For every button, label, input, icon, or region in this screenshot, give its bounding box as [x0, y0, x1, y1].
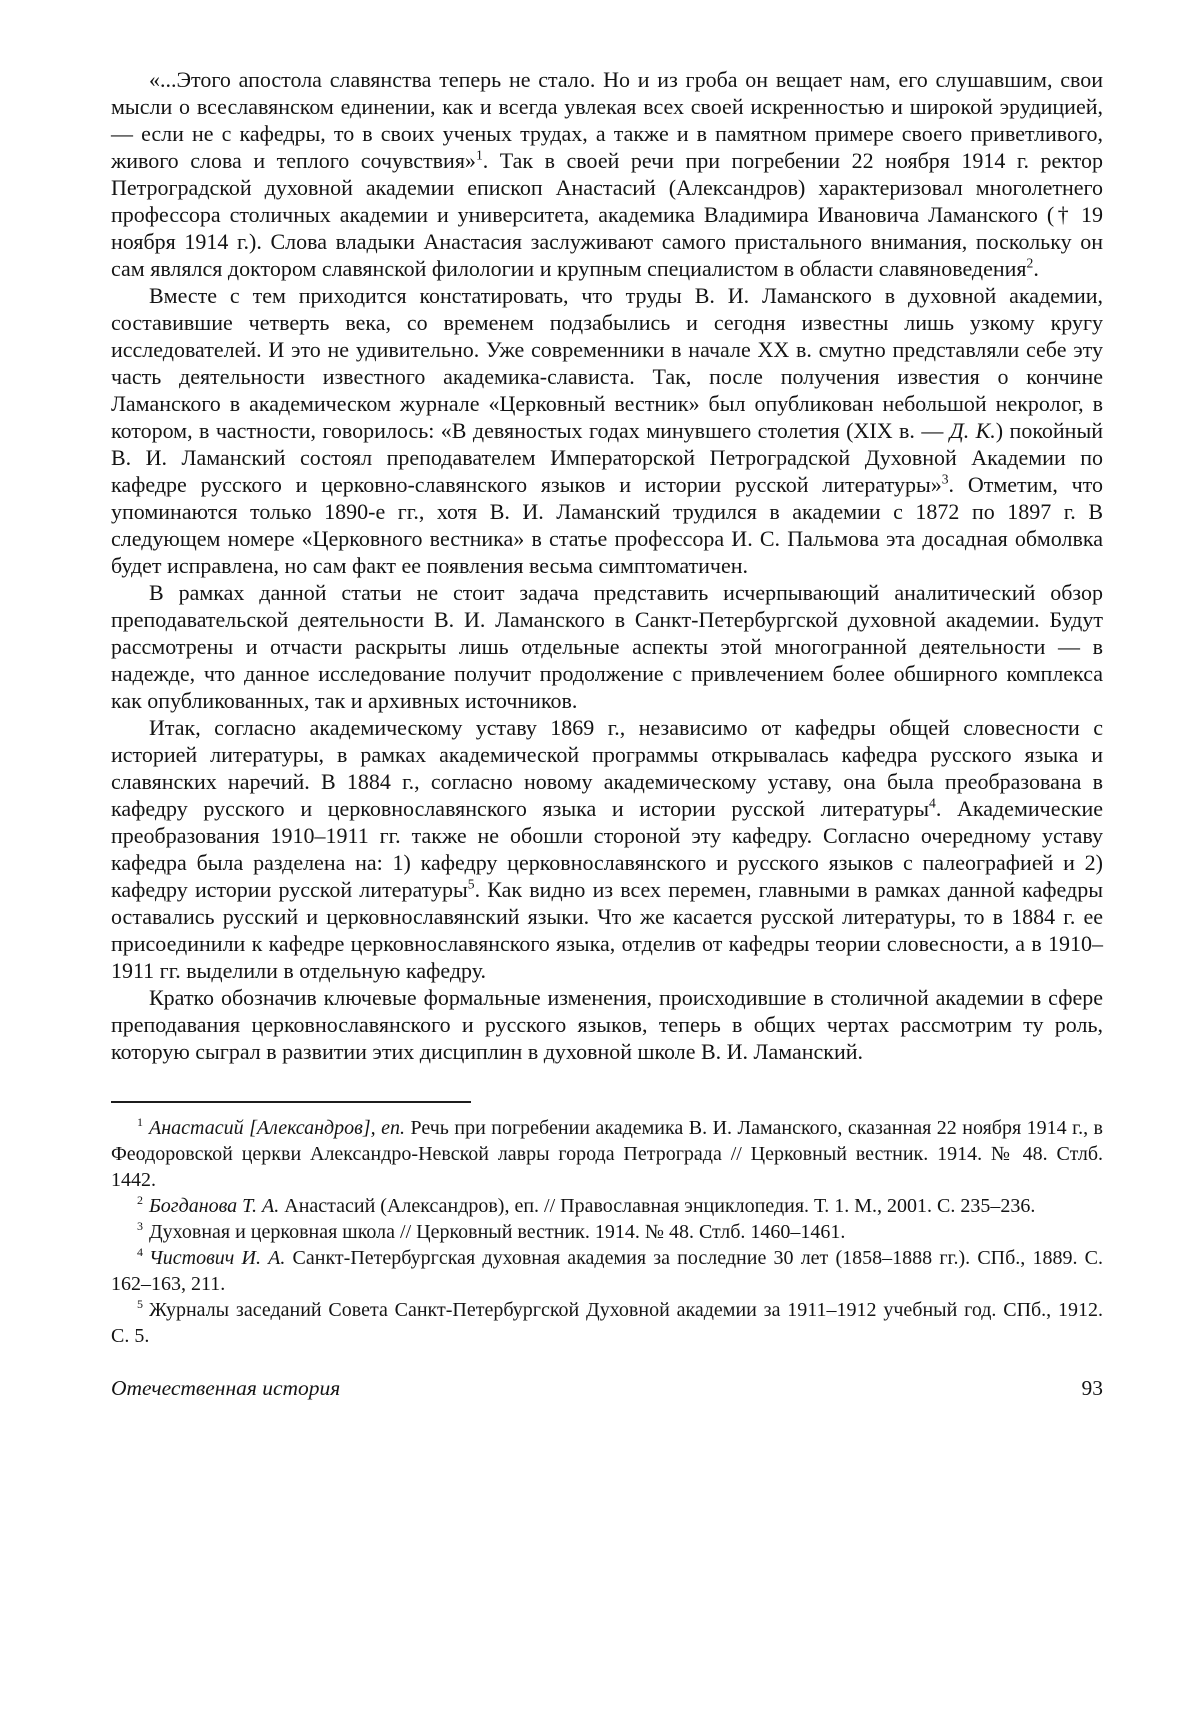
footnote-marker: 2: [1026, 255, 1034, 271]
footnote-marker: 5: [137, 1297, 143, 1312]
footnote-separator: [111, 1101, 471, 1103]
body-paragraph: Вместе с тем приходится констатировать, что труды В. И. Ламанского в духовной академии, составившие четверть века, со временем подзабылись и сегодня известны лишь узкому кругу исследователей. И это не удивительно. Уже современники в начале XX в. смутно представляли себе эту часть деятельности известного академика-слависта. Так, после получения известия о кончине Ламанского в академическом журнале «Церковный вестник» был опубликован небольшой некролог, в котором, в частности, говорилось: «В девяностых годах минувшего столетия (XIX в. — Д. К.) покойный В. И. Ламанский состоял преподавателем Императорской Петроградской Духовной Академии по кафедре русского и церковно-славянского языков и истории русской литературы»$^3$. Отметим, что упоминаются только 1890-е гг., хотя В. И. Ламанский трудился в академии с 1872 по 1897 г. В следующем номере «Церковного вестника» в статье профессора И. С. Пальмова эта досадная обмолвка будет исправлена, но сам факт ее появления весьма симптоматичен.: [111, 283, 1103, 578]
footnote-item: $^3$ Духовная и церковная школа // Церковный вестник. 1914. № 48. Стлб. 1460–1461.: [137, 1219, 846, 1243]
footnote-marker: 2: [137, 1193, 143, 1208]
footnote-marker: 3: [137, 1219, 143, 1234]
footnotes-section: [111, 1115, 1103, 1349]
footnote-marker: 1: [475, 147, 483, 163]
footnote-marker: 4: [137, 1245, 143, 1260]
footnote-marker: 1: [137, 1115, 143, 1130]
running-title: Отечественная история: [111, 1376, 341, 1400]
body-paragraph: В рамках данной статьи не стоит задача представить исчерпывающий аналитический обзор преподавательской деятельности В. И. Ламанского в Санкт-Петербургской духовной академии. Будут рассмотрены и отчасти раскрыты лишь отдельные аспекты этой многогранной деятельности — в надежде, что данное исследование получит продолжение с привлечением более обширного комплекса как опубликованных, так и архивных источников.: [111, 580, 1103, 713]
footnote-item: $^1$ Анастасий [Александров], еп. Речь при погребении академика В. И. Ламанского, сказанная 22 ноября 1914 г., в Феодоровской церкви Александро-Невской лавры города Петрограда // Церковный вестник. 1914. № 48. Стлб. 1442.: [111, 1115, 1103, 1191]
body-paragraph: «...Этого апостола славянства теперь не стало. Но и из гроба он вещает нам, его слушавшим, свои мысли о всеславянском единении, как и всегда увлекая всех своей искренностью и широкой эрудицией, — если не с кафедры, то в своих ученых трудах, а также и в памятном примере своего приветливого, живого слова и теплого сочувствия»$^1$. Так в своей речи при погребении 22 ноября 1914 г. ректор Петроградской духовной академии епископ Анастасий (Александров) характеризовал многолетнего профессора столичных академии и университета, академика Владимира Ивановича Ламанского († 19 ноября 1914 г.). Слова владыки Анастасия заслуживают самого пристального внимания, поскольку он сам являлся доктором славянской филологии и крупным специалистом в области славяноведения$^2$.: [111, 67, 1103, 281]
footnote-marker: 3: [941, 471, 949, 487]
footnote-item: $^4$ Чистович И. А. Санкт-Петербургская духовная академия за последние 30 лет (1858–1888 гг.). СПб., 1889. С. 162–163, 211.: [111, 1245, 1103, 1295]
body-paragraph: Кратко обозначив ключевые формальные изменения, происходившие в столичной академии в сфере преподавания церковнославянского и русского языков, теперь в общих чертах рассмотрим ту роль, которую сыграл в развитии этих дисциплин в духовной школе В. И. Ламанский.: [111, 985, 1103, 1064]
footnote-marker: 5: [467, 876, 475, 892]
page-footer: [111, 1375, 1103, 1401]
footnote-marker: 4: [929, 795, 936, 811]
text-block: [111, 66, 1103, 1401]
footnote-item: $^5$ Журналы заседаний Совета Санкт-Петербургской Духовной академии за 1911–1912 учебный год. СПб., 1912. С. 5.: [111, 1297, 1103, 1347]
footnote-item: $^2$ Богданова Т. А. Анастасий (Александров), еп. // Православная энциклопедия. Т. 1. М., 2001. С. 235–236.: [137, 1193, 1036, 1217]
article-body: [111, 66, 1103, 1065]
page-number: 93: [1081, 1376, 1103, 1400]
body-paragraph: Итак, согласно академическому уставу 1869 г., независимо от кафедры общей словесности с историей литературы, в рамках академической программы открывалась кафедра русского языка и славянских наречий. В 1884 г., согласно новому академическому уставу, она была преобразована в кафедру русского и церковнославянского языка и истории русской литературы$^4$. Академические преобразования 1910–1911 гг. также не обошли стороной эту кафедру. Согласно очередному уставу кафедра была разделена на: 1) кафедру церковнославянского и русского языков с палеографией и 2) кафедру истории русской литературы$^5$. Как видно из всех перемен, главными в рамках данной кафедры оставались русский и церковнославянский языки. Что же касается русской литературы, то в 1884 г. ее присоединили к кафедре церковнославянского языка, отделив от кафедры теории словесности, а в 1910–1911 гг. выделили в отдельную кафедру.: [111, 715, 1104, 983]
